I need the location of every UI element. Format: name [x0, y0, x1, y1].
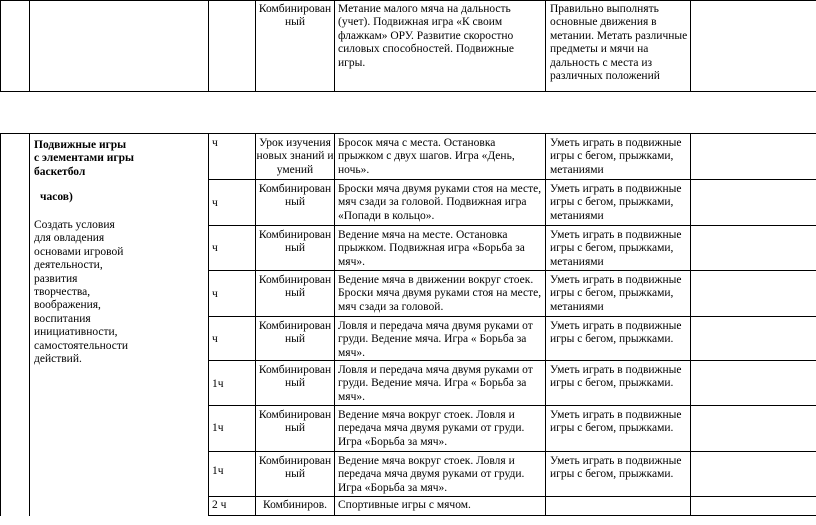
row-outcome: Уметь играть в подвижные игры с бегом, прыжками. [550, 409, 682, 435]
row-content: Ловля и передача мяча двумя руками от груди. Ведение мяча. Игра « Борьба за мяч». [338, 320, 533, 359]
top-table-border [545, 0, 546, 91]
top-content-cell: Метание малого мяча на дальность (учет). Подвижная игра «К своим флажкам» ОРУ. Развитие скоростно силовых способностей. Подвижные игры. [338, 3, 514, 69]
row-content: Ведение мяча вокруг стоек. Ловля и передача мяча двумя руками от груди. Игра «Борьба за мяч». [338, 409, 525, 448]
row-content: Бросок мяча с места. Остановка прыжком с двух шагов. Игра «День, ночь». [338, 137, 515, 176]
row-hours: 1ч [212, 378, 224, 390]
table-border [208, 451, 816, 452]
top-table-border [690, 0, 691, 91]
row-outcome: Уметь играть в подвижные игры с бегом, прыжками, метаниями [550, 229, 682, 268]
row-hours: 2 ч [212, 499, 227, 511]
top-table-border [0, 91, 816, 92]
table-border [334, 133, 335, 516]
row-content: Броски мяча двумя руками стоя на месте, мяч сзади за головой. Подвижная игра «Попади в кольцо». [338, 183, 542, 222]
row-outcome: Уметь играть в подвижные игры с бегом, прыжками. [550, 320, 682, 346]
top-outcome-cell: Правильно выполнять основные движения в метании. Метать различные предметы и мячи на дальность с места из различных положений [550, 3, 688, 83]
row-outcome: Уметь играть в подвижные игры с бегом, прыжками, метаниями [550, 274, 682, 313]
row-lesson-type: Урок изучения новых знаний и умений [256, 137, 334, 176]
table-border [208, 270, 816, 271]
top-table-border [29, 0, 30, 91]
row-hours: 1ч [212, 422, 224, 434]
top-type-cell: Комбинирован ный [258, 3, 332, 29]
row-content: Спортивные игры с мячом. [338, 499, 471, 511]
table-border [0, 133, 816, 134]
row-hours: 1ч [212, 465, 224, 477]
row-hours: ч [212, 288, 218, 300]
row-hours: ч [212, 333, 218, 345]
row-outcome: Уметь играть в подвижные игры с бегом, прыжками, метаниями [550, 183, 682, 222]
row-lesson-type: Комбинирован ный [258, 229, 332, 255]
row-lesson-type: Комбинирован ный [258, 320, 332, 346]
section-goal: Создать условия для овладения основами игровой деятельности, развития творчества, воображения, воспитания инициативности, самостоятельности действий. [34, 219, 129, 366]
table-border [208, 225, 816, 226]
row-lesson-type: Комбинирован ный [258, 409, 332, 435]
top-table-border [0, 0, 816, 1]
row-hours: ч [212, 242, 218, 254]
row-content: Ведение мяча вокруг стоек. Ловля и передача мяча двумя руками от груди. Игра «Борьба за мяч». [338, 455, 525, 494]
table-border [208, 515, 816, 516]
table-border [29, 133, 30, 516]
table-border [208, 316, 816, 317]
row-content: Ведение мяча в движении вокруг стоек. Броски мяча двумя руками стоя на месте, мяч сзади за головой. [338, 274, 542, 313]
top-table-border [334, 0, 335, 91]
row-lesson-type: Комбинирован ный [258, 455, 332, 481]
table-border [208, 133, 209, 516]
top-table-border [0, 0, 1, 91]
table-border [208, 496, 816, 497]
row-hours: ч [212, 197, 218, 209]
row-hours: ч [212, 137, 218, 149]
top-table-border [208, 0, 209, 91]
section-title: Подвижные игры с элементами игры баскетбол [34, 139, 134, 178]
row-lesson-type: Комбинирован ный [258, 183, 332, 209]
table-border [545, 133, 546, 516]
row-lesson-type: Комбиниров. [262, 499, 328, 511]
table-border [0, 133, 1, 516]
table-border [690, 133, 691, 516]
row-content: Ловля и передача мяча двумя руками от груди. Ведение мяча. Игра « Борьба за мяч». [338, 364, 533, 403]
row-outcome: Уметь играть в подвижные игры с бегом, прыжками. [550, 364, 682, 390]
row-lesson-type: Комбинирован ный [258, 364, 332, 390]
row-outcome: Уметь играть в подвижные игры с бегом, прыжками, метаниями [550, 137, 682, 176]
section-hours-note: часов) [40, 191, 73, 203]
row-content: Ведение мяча на месте. Остановка прыжком. Подвижная игра «Борьба за мяч». [338, 229, 525, 268]
table-border [208, 179, 816, 180]
row-outcome: Уметь играть в подвижные игры с бегом, прыжками. [550, 455, 682, 481]
row-lesson-type: Комбинирован ный [258, 274, 332, 300]
table-border [208, 405, 816, 406]
